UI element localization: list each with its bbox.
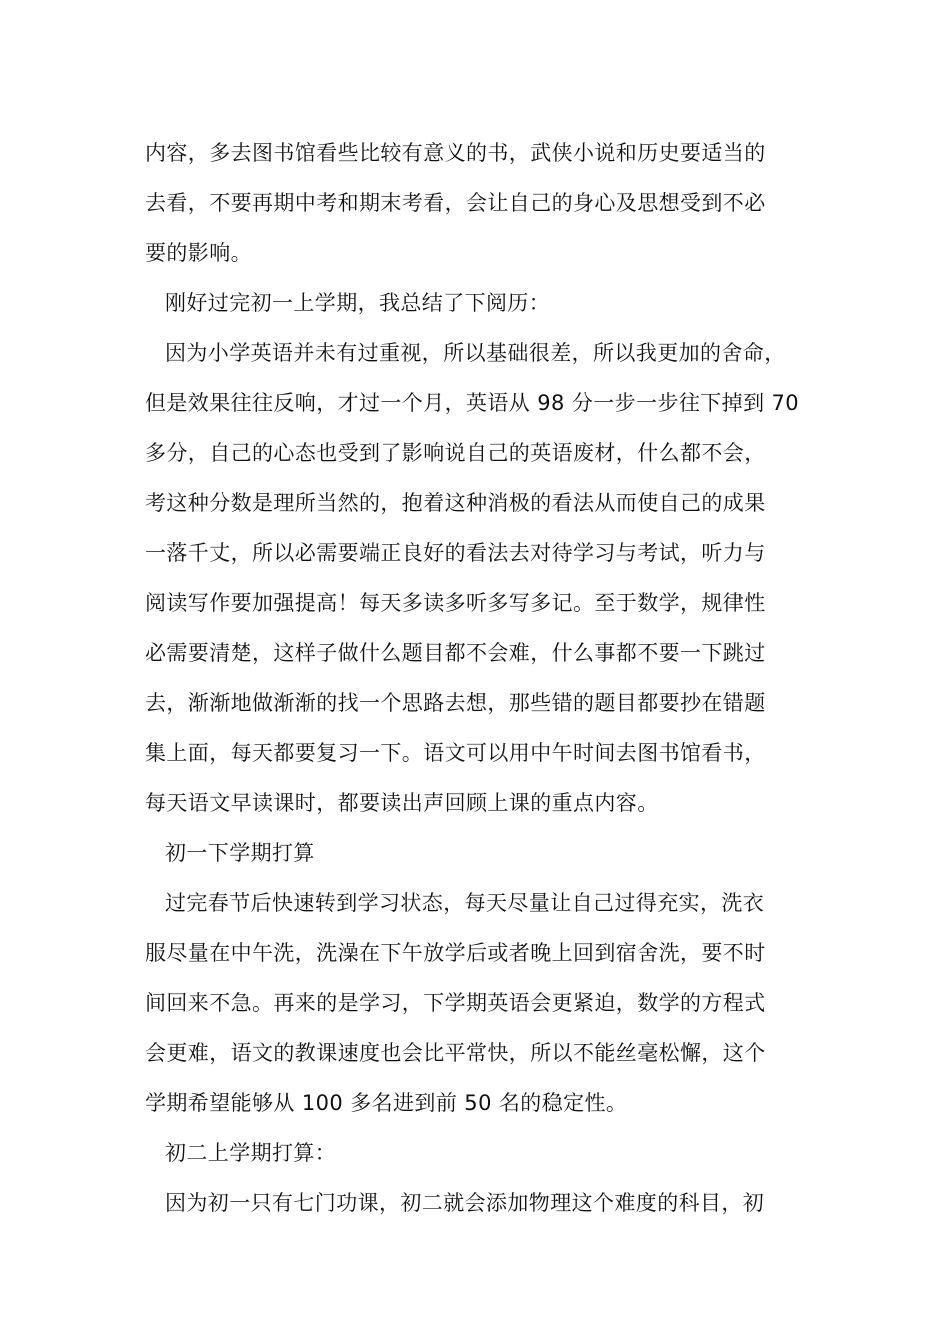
section-heading: 初一下学期打算 <box>165 841 315 865</box>
text-line: 集上面，每天都要复习一下。语文可以用中午时间去图书馆看书， <box>145 741 766 765</box>
text-line: 去看，不要再期中考和期末考看，会让自己的身心及思想受到不必 <box>145 191 766 215</box>
text-line: 刚好过完初一上学期，我总结了下阅历： <box>165 291 551 315</box>
text-line: 多分，自己的心态也受到了影响说自己的英语废材，什么都不会， <box>145 441 766 465</box>
text-line: 学期希望能够从 100 多名进到前 50 名的稳定性。 <box>145 1091 628 1115</box>
document-body <box>145 128 815 1228</box>
text-line: 必需要清楚，这样子做什么题目都不会难，什么事都不要一下跳过 <box>145 641 766 665</box>
text-line: 但是效果往往反响，才过一个月，英语从 98 分一步一步往下掉到 70 <box>145 391 800 415</box>
text-line: 服尽量在中午洗，洗澡在下午放学后或者晚上回到宿舍洗，要不时 <box>145 941 766 965</box>
text-line: 因为初一只有七门功课，初二就会添加物理这个难度的科目，初 <box>165 1191 765 1215</box>
text-line: 阅读写作要加强提高！每天多读多听多写多记。至于数学，规律性 <box>145 591 766 615</box>
text-line: 去，渐渐地做渐渐的找一个思路去想，那些错的题目都要抄在错题 <box>145 691 766 715</box>
text-line: 要的影响。 <box>145 241 252 265</box>
text-line: 考这种分数是理所当然的，抱着这种消极的看法从而使自己的成果 <box>145 491 766 515</box>
section-heading: 初二上学期打算： <box>165 1141 337 1165</box>
text-line: 间回来不急。再来的是学习，下学期英语会更紧迫，数学的方程式 <box>145 991 766 1015</box>
text-line: 因为小学英语并未有过重视，所以基础很差，所以我更加的舍命， <box>165 341 786 365</box>
text-line: 过完春节后快速转到学习状态，每天尽量让自己过得充实，洗衣 <box>165 891 765 915</box>
text-line: 会更难，语文的教课速度也会比平常快，所以不能丝毫松懈，这个 <box>145 1041 766 1065</box>
text-line: 每天语文早读课时，都要读出声回顾上课的重点内容。 <box>145 791 659 815</box>
text-line: 内容，多去图书馆看些比较有意义的书，武侠小说和历史要适当的 <box>145 141 766 165</box>
text-line: 一落千丈，所以必需要端正良好的看法去对待学习与考试，听力与 <box>145 541 766 565</box>
